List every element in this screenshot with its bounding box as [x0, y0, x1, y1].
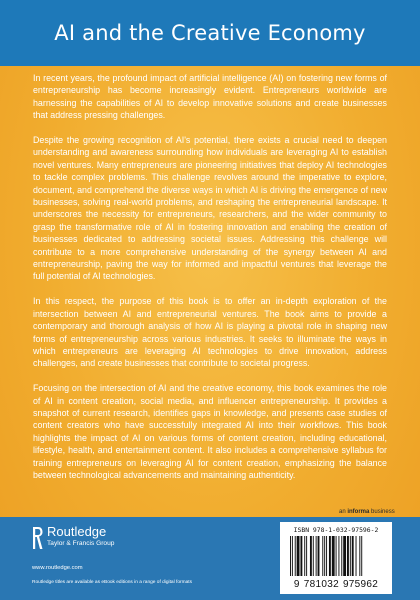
barcode-bar	[310, 536, 312, 576]
barcode-bar	[359, 536, 360, 576]
barcode-bar	[350, 536, 351, 576]
publisher-group: Taylor & Francis Group	[47, 540, 115, 547]
barcode-digits	[280, 579, 392, 590]
barcode-bars	[288, 536, 388, 576]
routledge-logo	[32, 525, 114, 550]
title-banner	[0, 0, 420, 66]
barcode-bar	[290, 536, 291, 576]
blurb-paragraph-1: In recent years, the profound impact of artificial intelligence (AI) on fostering new forms of entrepreneurship has become increasingly evident. Entrepreneurs worldwide are harnessing the capabilities of AI to develop innovative solutions and create businesses that address pressing challenges.	[33, 73, 387, 121]
barcode-bar	[338, 536, 339, 576]
barcode-bar	[361, 536, 362, 576]
barcode-bar	[356, 536, 357, 576]
tag-suffix: business	[369, 509, 395, 515]
barcode-bar	[306, 536, 307, 576]
ebook-note: Routledge titles are available as eBook editions in a range of digital formats	[32, 580, 192, 585]
blurb-paragraph-3: In this respect, the purpose of this book is to offer an in-depth exploration of the intersection between AI and entrepreneurial ventures. The book aims to provide a contemporary and thorough analysis of how AI is playing a pivotal role in shaping new forms of entrepreneurship across various industries. It seeks to illuminate the ways in which entrepreneurs are leveraging AI technologies to drive innovation, address challenges, and create businesses that contribute to societal progress.	[33, 296, 387, 369]
barcode-bar	[341, 536, 342, 576]
informa-business-tag	[339, 509, 395, 515]
barcode-bar	[322, 536, 323, 576]
routledge-r-icon	[32, 526, 43, 550]
barcode-bar	[304, 536, 305, 576]
barcode-bar	[316, 536, 317, 576]
barcode-bar	[352, 536, 354, 576]
barcode-bar	[292, 536, 293, 576]
barcode-bar	[332, 536, 335, 576]
barcode-bar	[300, 536, 302, 576]
isbn-barcode	[280, 522, 392, 594]
barcode-bar	[324, 536, 325, 576]
barcode-bar	[347, 536, 349, 576]
publisher-name: Routledge	[47, 524, 107, 539]
barcode-bar	[343, 536, 346, 576]
publisher-website[interactable]: www.routledge.com	[32, 565, 83, 571]
barcode-bar	[313, 536, 314, 576]
blurb-paragraph-4: Focusing on the intersection of AI and the creative economy, this book examines the role of AI in content creation, social media, and influencer entrepreneurship. It provides a snapshot of current research, identifies gaps in knowledge, and presents case studies of content creators who have successfully integrated AI into their workflows. This book highlights the impact of AI on various forms of content creation, including educational, lifestyle, health, and entertainment content. It also includes a comprehensive syllabus for training entrepreneurs on leveraging AI for content creation, emphasizing the balance between technological advancements and maintaining authenticity.	[33, 383, 387, 480]
blurb	[33, 72, 387, 494]
barcode-bar	[326, 536, 327, 576]
book-title: AI and the Creative Economy	[54, 21, 366, 45]
barcode-digit-lead: 9	[293, 579, 300, 590]
tag-prefix: an	[339, 509, 348, 515]
barcode-digit-group-1: 781032	[303, 579, 339, 590]
isbn-label: ISBN 978-1-032-97596-2	[293, 526, 379, 534]
barcode-bar	[295, 536, 296, 576]
barcode-bar	[297, 536, 300, 576]
blurb-paragraph-2: Despite the growing recognition of AI's potential, there exists a crucial need to deepen understanding and awareness surrounding how individuals are leveraging AI to establish novel ventures. Many entrepreneurs are pioneering initiatives that deploy AI technologies to tackle complex problems. This challenge revolves around the imperative to explore, document, and comprehend the diverse ways in which AI is driving the emergence of new businesses, solving real-world problems, and reshaping the entrepreneurial landscape. It underscores the necessity for entrepreneurs, researchers, and the wider community to grasp the transformative role of AI in fostering innovation and enabling the creation of businesses dedicated to addressing societal issues. Addressing this challenge will contribute to a more comprehensive understanding of the synergy between AI and entrepreneurship, paving the way for informed and impactful ventures that leverage the full potential of AI technologies.	[33, 135, 387, 282]
barcode-bar	[329, 536, 331, 576]
tag-brand: informa	[347, 509, 370, 515]
barcode-digit-group-2: 975962	[342, 579, 379, 590]
barcode-bar	[336, 536, 337, 576]
barcode-bar	[318, 536, 320, 576]
